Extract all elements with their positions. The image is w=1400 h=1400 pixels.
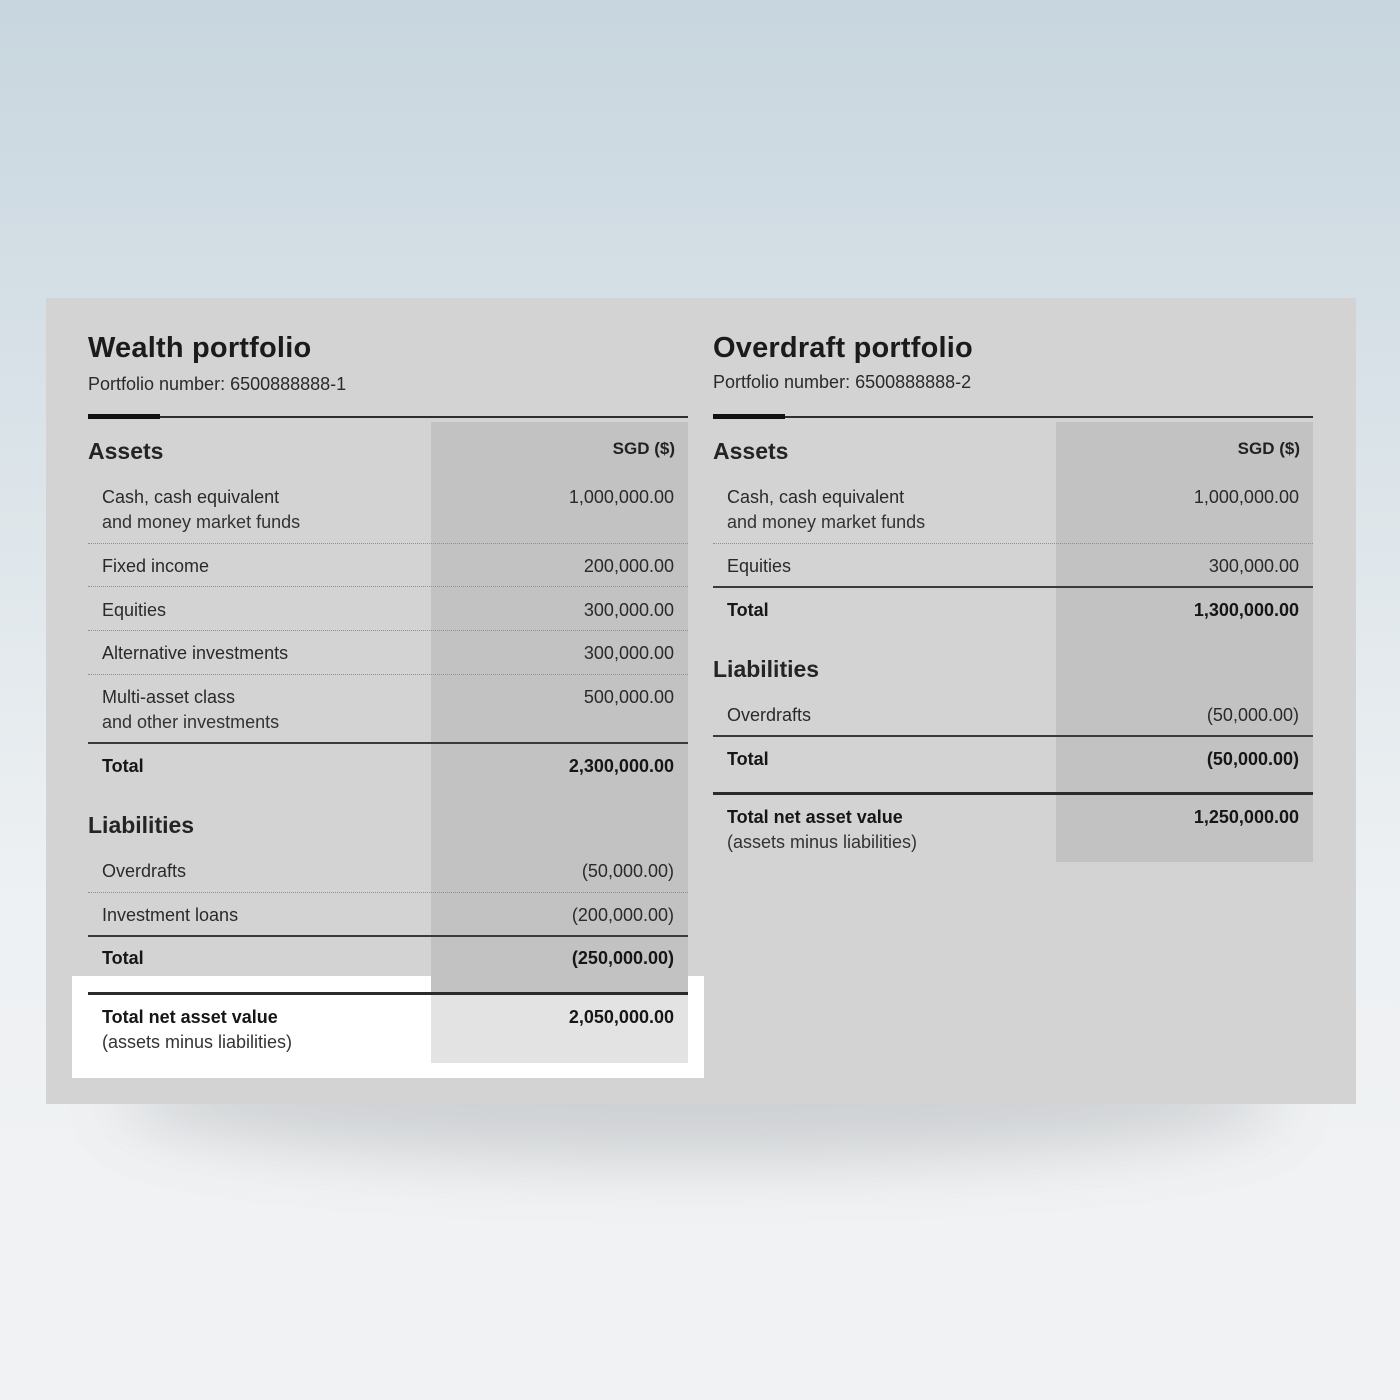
row-label-line2: and other investments (102, 712, 280, 732)
total-rule (88, 935, 688, 937)
row-value: 300,000.00 (583, 600, 674, 620)
assets-heading: Assets (88, 438, 164, 464)
row-value: 1,000,000.00 (568, 487, 674, 507)
row-label: Investment loans (102, 905, 239, 925)
row-value: 200,000.00 (583, 556, 674, 576)
currency-header: SGD ($) (612, 439, 675, 458)
row-value: 300,000.00 (1208, 556, 1299, 576)
row-label: Equities (727, 556, 792, 576)
liabilities-heading: Liabilities (713, 656, 820, 682)
total-label: Total (727, 749, 769, 769)
row-label: Overdrafts (102, 861, 187, 881)
row-divider (88, 586, 688, 587)
total-label: Total (102, 948, 144, 968)
row-label: Overdrafts (727, 705, 812, 725)
total-value: (250,000.00) (571, 948, 674, 968)
row-divider (88, 543, 688, 544)
total-value: (50,000.00) (1206, 749, 1299, 769)
portfolio-number: Portfolio number: 6500888888-1 (88, 374, 347, 394)
row-label: Alternative investments (102, 643, 289, 663)
portfolio-title: Wealth portfolio (88, 332, 312, 364)
row-value: 300,000.00 (583, 643, 674, 663)
row-divider (713, 543, 1313, 544)
row-label: Cash, cash equivalent (102, 487, 280, 507)
net-sublabel: (assets minus liabilities) (102, 1032, 293, 1052)
header-rule (713, 416, 1313, 418)
assets-heading: Assets (713, 438, 789, 464)
row-divider (88, 892, 688, 893)
header-rule (88, 416, 688, 418)
total-label: Total (727, 600, 769, 620)
portfolio-title: Overdraft portfolio (713, 332, 973, 364)
total-label: Total (102, 756, 144, 776)
total-value: 2,300,000.00 (568, 756, 674, 776)
row-divider (88, 630, 688, 631)
net-value: 2,050,000.00 (568, 1007, 674, 1027)
row-value: 1,000,000.00 (1193, 487, 1299, 507)
row-label: Equities (102, 600, 167, 620)
row-label-line2: and money market funds (102, 512, 301, 532)
row-label: Fixed income (102, 556, 210, 576)
total-rule (88, 742, 688, 744)
row-label: Multi-asset class (102, 687, 236, 707)
total-rule (713, 735, 1313, 737)
currency-header: SGD ($) (1237, 439, 1300, 458)
total-value: 1,300,000.00 (1193, 600, 1299, 620)
net-value: 1,250,000.00 (1193, 807, 1299, 827)
liabilities-heading: Liabilities (88, 812, 195, 838)
row-divider (88, 674, 688, 675)
portfolio-number: Portfolio number: 6500888888-2 (713, 372, 972, 392)
net-value-rule (88, 992, 688, 995)
net-value-rule (713, 792, 1313, 795)
row-value: (200,000.00) (571, 905, 674, 925)
row-value: 500,000.00 (583, 687, 674, 707)
row-value: (50,000.00) (581, 861, 674, 881)
row-label-line2: and money market funds (727, 512, 926, 532)
portfolio-statement-card (46, 298, 1356, 1104)
net-label: Total net asset value (727, 807, 903, 827)
row-label: Cash, cash equivalent (727, 487, 905, 507)
net-label: Total net asset value (102, 1007, 278, 1027)
net-sublabel: (assets minus liabilities) (727, 832, 918, 852)
row-value: (50,000.00) (1206, 705, 1299, 725)
total-rule (713, 586, 1313, 588)
